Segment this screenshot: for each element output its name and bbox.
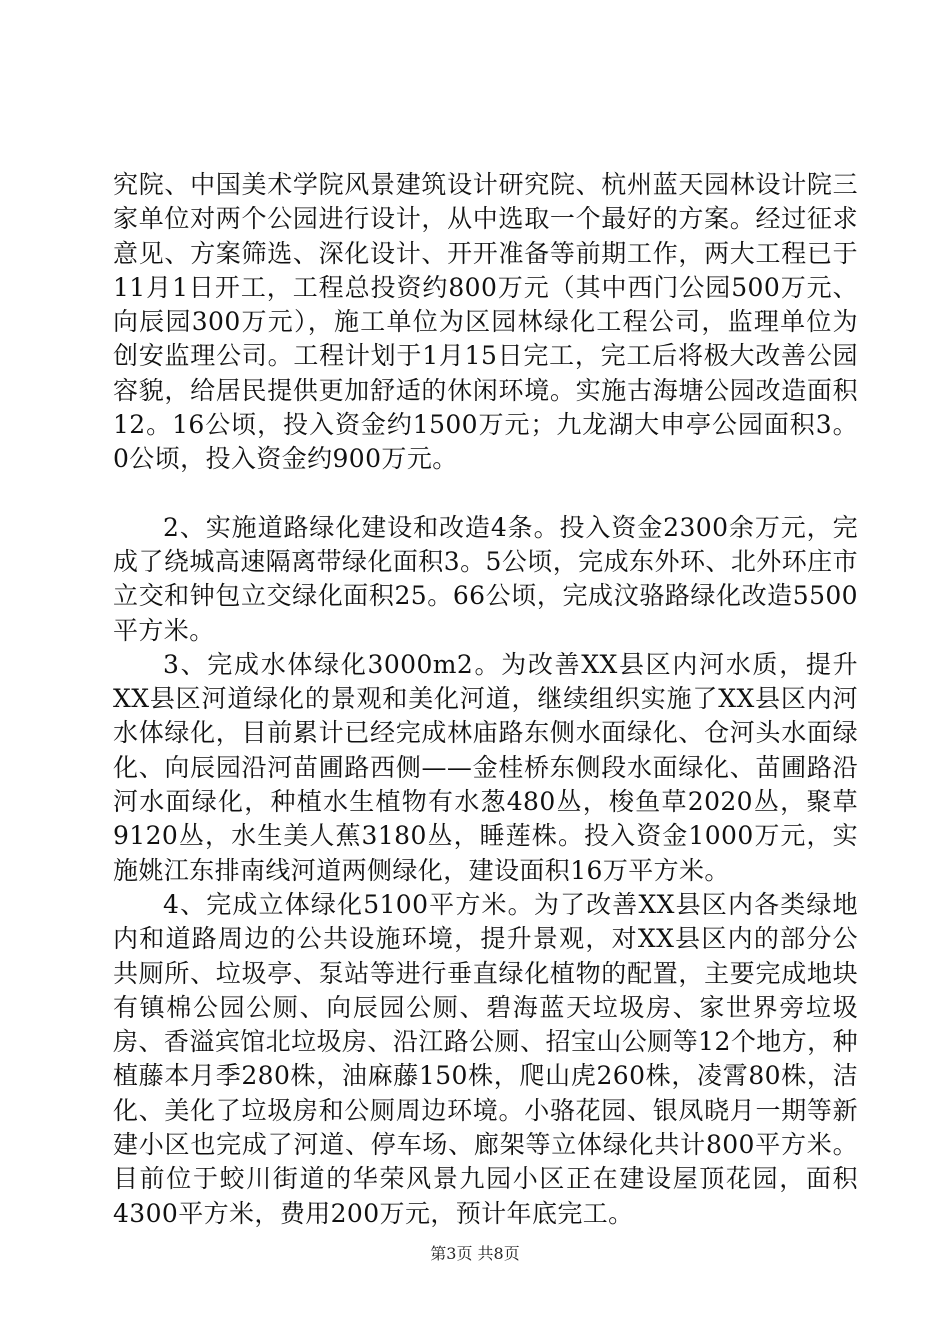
paragraph-park-design: 究院、中国美术学院风景建筑设计研究院、杭州蓝天园林设计院三家单位对两个公园进行设计，从中选取一个最好的方案。经过征求意见、方案筛选、深化设计、开开准备等前期工作，两大工程已于11月1日开工，工程总投资约800万元（其中西门公园500万元、向辰园300万元），施工单位为区园林绿化工程公司，监理单位为创安监理公司。工程计划于1月15日完工，完工后将极大改善公园容貌，给居民提供更加舒适的休闲环境。实施古海塘公园改造面积12。16公顷，投入资金约1500万元；九龙湖大申亭公园面积3。0公顷，投入资金约900万元。 — [113, 170, 858, 474]
paragraph-road-greening: 2、实施道路绿化建设和改造4条。投入资金2300余万元，完成了绕城高速隔离带绿化面积3。5公顷，完成东外环、北外环庄市立交和钟包立交绿化面积25。66公顷，完成汶骆路绿化改造5500平方米。 — [113, 512, 858, 645]
page-number-footer: 第3页 共8页 — [430, 1244, 520, 1263]
paragraph-vertical-greening: 4、完成立体绿化5100平方米。为了改善XX县区内各类绿地内和道路周边的公共设施环境，提升景观，对XX县区内的部分公共厕所、垃圾亭、泵站等进行垂直绿化植物的配置，主要完成地块有镇棉公园公厕、向辰园公厕、碧海蓝天垃圾房、家世界旁垃圾房、香溢宾馆北垃圾房、沿江路公厕、招宝山公厕等12个地方，种植藤本月季280株，油麻藤150株，爬山虎260株，凌霄80株，洁化、美化了垃圾房和公厕周边环境。小骆花园、银凤晓月一期等新建小区也完成了河道、停车场、廊架等立体绿化共计800平方米。目前位于蛟川街道的华荣风景九园小区正在建设屋顶花园，面积4300平方米，费用200万元，预计年底完工。 — [113, 889, 858, 1228]
paragraph-gap — [113, 477, 858, 511]
paragraph-water-greening: 3、完成水体绿化3000m2。为改善XX县区内河水质，提升XX县区河道绿化的景观和美化河道，继续组织实施了XX县区内河水体绿化，目前累计已经完成林庙路东侧水面绿化、仓河头水面绿化、向辰园沿河苗圃路西侧——金桂桥东侧段水面绿化、苗圃路沿河水面绿化，种植水生植物有水葱480丛，梭鱼草2020丛，聚草9120丛，水生美人蕉3180丛，睡莲株。投入资金1000万元，实施姚江东排南线河道两侧绿化，建设面积16万平方米。 — [113, 649, 858, 885]
document-body — [113, 168, 858, 1231]
